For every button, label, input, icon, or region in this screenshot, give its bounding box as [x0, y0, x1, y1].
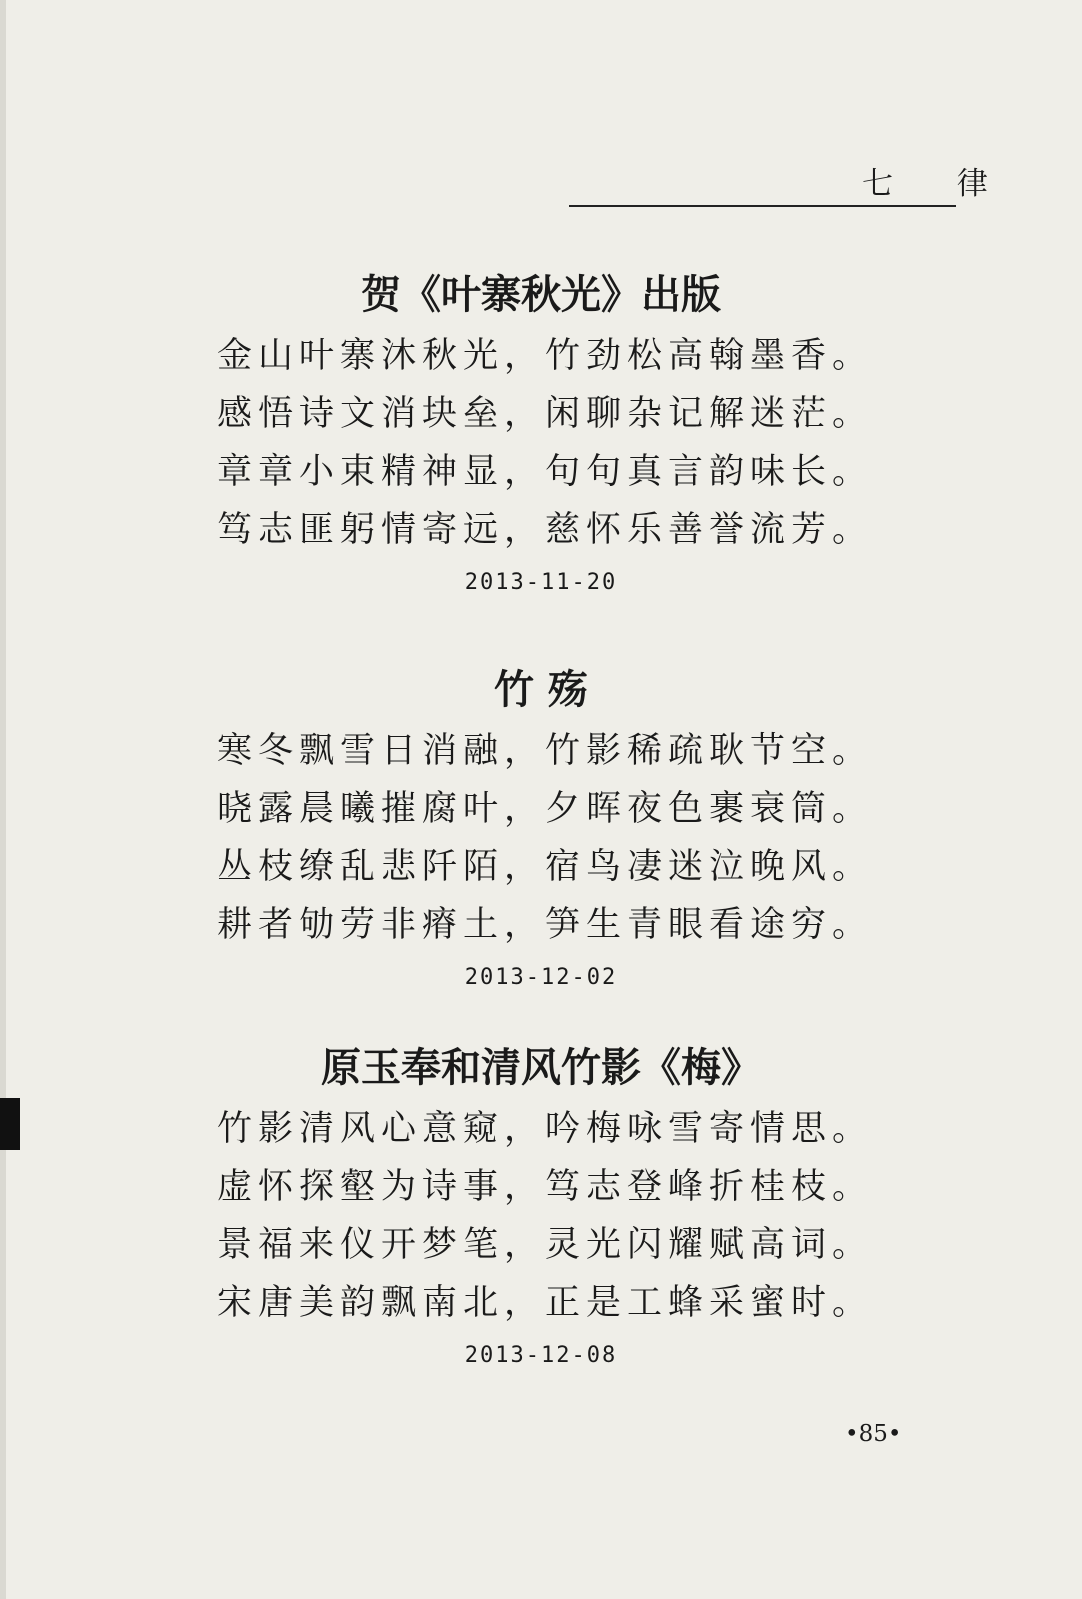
poem-lines [217, 1107, 937, 1339]
poem-line: 晓露晨曦摧腐叶，夕晖夜色裹衰筒。 [217, 789, 874, 829]
poem-title: 竹 殇 [494, 666, 588, 713]
poem-line: 金山叶寨沐秋光，竹劲松高翰墨香。 [217, 336, 874, 376]
poem-date: 2013-11-20 [464, 570, 618, 595]
poem-line: 景福来仪开梦笔，灵光闪耀赋高词。 [217, 1225, 874, 1265]
poem-line: 丛枝缭乱悲阡陌，宿鸟凄迷泣晚风。 [217, 847, 874, 887]
header-rule [569, 205, 956, 207]
poem-date: 2013-12-08 [464, 1343, 618, 1368]
poem-lines [217, 729, 937, 961]
poem-line: 宋唐美韵飘南北，正是工蜂采蜜时。 [217, 1283, 874, 1323]
poem-line: 感悟诗文消块垒，闲聊杂记解迷茫。 [217, 394, 874, 434]
poem-line: 寒冬飘雪日消融，竹影稀疏耿节空。 [217, 731, 874, 771]
poem-date: 2013-12-02 [464, 965, 618, 990]
edge-mark [0, 1098, 20, 1150]
page-number: •85• [845, 1421, 902, 1447]
poem-line: 章章小束精神显，句句真言韵味长。 [217, 452, 874, 492]
poem-line: 笃志匪躬情寄远，慈怀乐善誉流芳。 [217, 510, 874, 550]
running-head: 七 律 [862, 166, 1015, 202]
poem-line: 虚怀探壑为诗事，笃志登峰折桂枝。 [217, 1167, 874, 1207]
poem-line: 竹影清风心意窥，吟梅咏雪寄情思。 [217, 1109, 874, 1149]
poem-line: 耕者劬劳非瘠土，笋生青眼看途穷。 [217, 905, 874, 945]
poem-title: 贺《叶寨秋光》出版 [361, 271, 721, 318]
poem-title: 原玉奉和清风竹影《梅》 [321, 1044, 761, 1091]
poem-lines [217, 334, 937, 566]
